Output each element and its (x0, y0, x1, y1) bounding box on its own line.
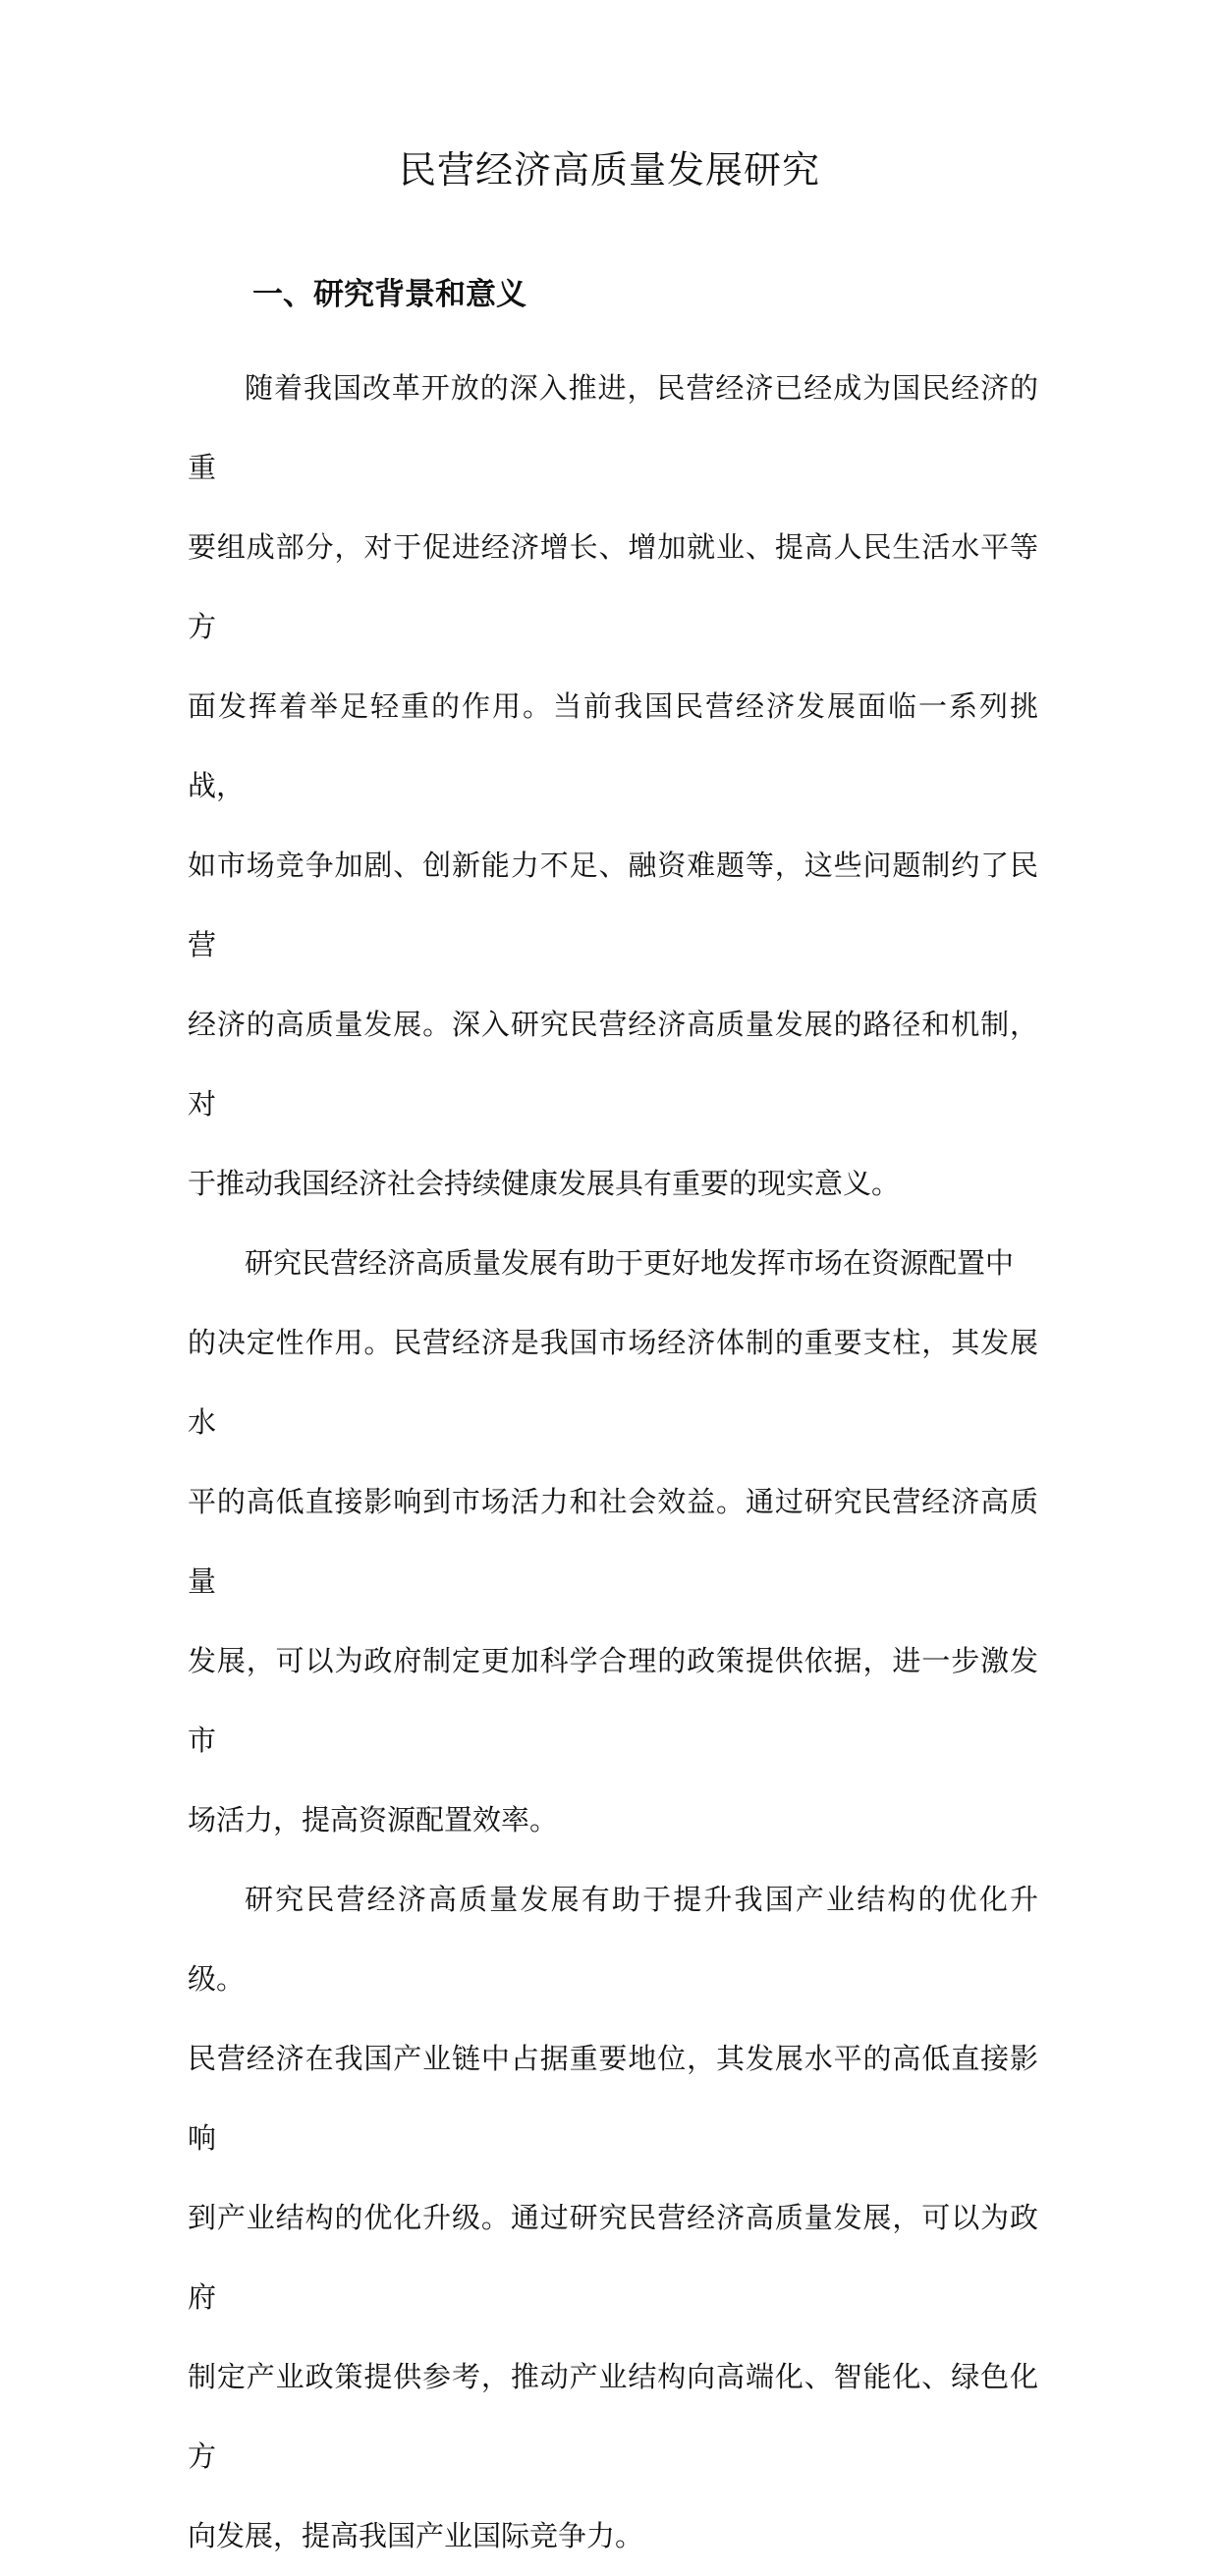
paragraph-line: 到产业结构的优化升级。通过研究民营经济高质量发展，可以为政府 (188, 2201, 1038, 2314)
section-heading: 一、研究背景和意义 (252, 277, 526, 312)
paragraph-line: 研究民营经济高质量发展有助于提升我国产业结构的优化升级。 (188, 1883, 1038, 1996)
paragraph-line: 的决定性作用。民营经济是我国市场经济体制的重要支柱，其发展水 (188, 1326, 1038, 1439)
paragraph-line: 随着我国改革开放的深入推进，民营经济已经成为国民经济的重 (188, 371, 1038, 484)
paragraph-line: 制定产业政策提供参考，推动产业结构向高端化、智能化、绿色化方 (188, 2360, 1038, 2473)
paragraph-1 (188, 349, 1038, 1224)
paragraph-line: 经济的高质量发展。深入研究民营经济高质量发展的路径和机制，对 (188, 1008, 1038, 1121)
paragraph-line: 如市场竞争加剧、创新能力不足、融资难题等，这些问题制约了民营 (188, 849, 1038, 961)
paragraph-line: 发展，可以为政府制定更加科学合理的政策提供依据，进一步激发市 (188, 1644, 1038, 1757)
paragraph-line: 民营经济在我国产业链中占据重要地位，其发展水平的高低直接影响 (188, 2042, 1038, 2155)
paragraph-line: 向发展，提高我国产业国际竞争力。 (188, 2519, 644, 2552)
paragraph-line: 面发挥着举足轻重的作用。当前我国民营经济发展面临一系列挑战， (188, 689, 1038, 802)
paragraph-line: 平的高低直接影响到市场活力和社会效益。通过研究民营经济高质量 (188, 1485, 1038, 1598)
paragraph-line: 要组成部分，对于促进经济增长、增加就业、提高人民生活水平等方 (188, 530, 1038, 643)
document-body (188, 349, 1038, 2576)
paragraph-line: 于推动我国经济社会持续健康发展具有重要的现实意义。 (188, 1167, 901, 1200)
paragraph-3 (188, 1860, 1038, 2576)
paragraph-2 (188, 1224, 1038, 1860)
paragraph-line: 研究民营经济高质量发展有助于更好地发挥市场在资源配置中 (245, 1246, 1015, 1280)
paragraph-line: 场活力，提高资源配置效率。 (188, 1803, 559, 1836)
document-title: 民营经济高质量发展研究 (398, 148, 820, 192)
